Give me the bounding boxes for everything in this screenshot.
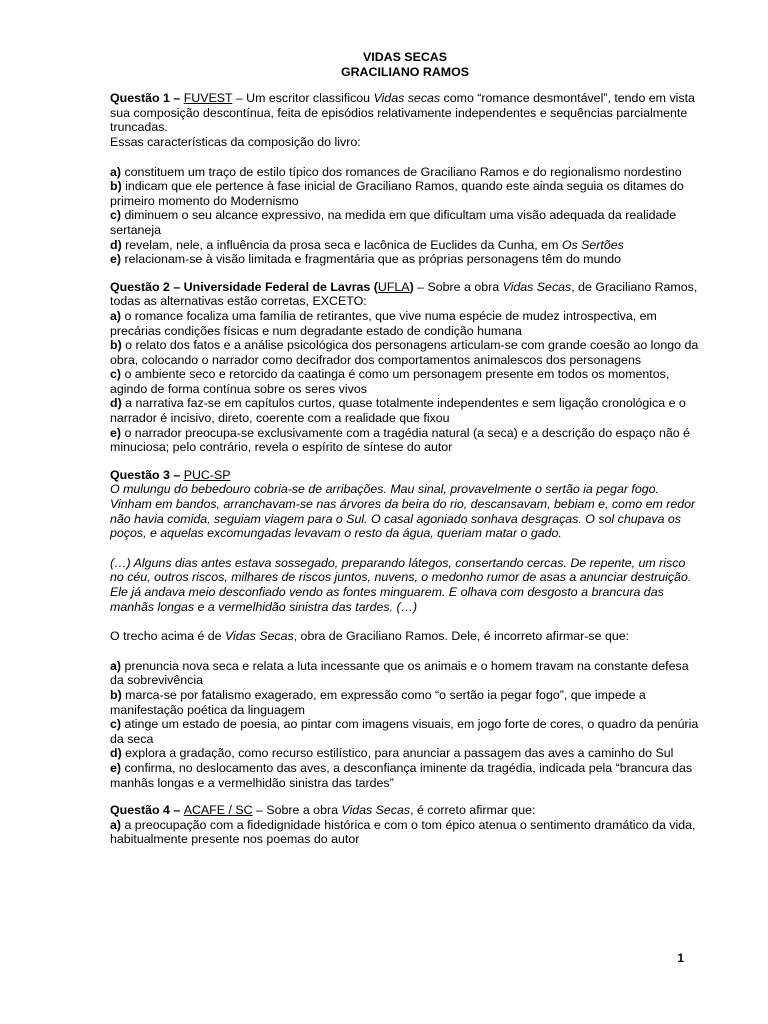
question-1-stem: Questão 1 – FUVEST – Um escritor classificou Vidas secas como “romance desmontável”, tendo em vista sua composição descontínua, feita de episódios relativamente independentes e sequências parcialmente truncadas. (110, 91, 695, 135)
question-3-stem: Questão 3 – PUC-SP (110, 467, 231, 482)
option-a: a) prenuncia nova seca e relata a luta incessante que os animais e o homem travam na constante defesa da sobrevivência (110, 658, 689, 688)
question-source: PUC-SP (183, 467, 231, 482)
question-label: Questão 4 (110, 803, 170, 818)
question-4-stem: Questão 4 – ACAFE / SC – Sobre a obra Vidas Secas, é correto afirmar que: (110, 803, 536, 818)
question-source: ACAFE / SC (183, 803, 253, 818)
document-header (110, 50, 700, 79)
question-source: FUVEST (183, 91, 233, 106)
question-3 (110, 468, 700, 790)
option-c: c) atinge um estado de poesia, ao pintar com imagens visuais, em jogo forte de cores, o quadro da penúria da seca (110, 717, 699, 746)
option-a: a) o romance focaliza uma família de retirantes, que vive numa espécie de mudez introspectiva, em precárias condições físicas e num degradante estado de condição humana (110, 308, 657, 338)
option-c: c) o ambiente seco e retorcido da caatinga é como um personagem presente em todos os momentos, agindo de forma contínua sobre os seres vivos (110, 367, 670, 396)
quote-paragraph-2: (…) Alguns dias antes estava sossegado, preparando látegos, consertando cercas. De repente, um risco no céu, outros riscos, milhares de riscos juntos, nuvens, o medonho rumor de asas a anunciar destruição. Ele já andava meio desconfiado vendo as fontes minguarem. E olhava com desgosto a brancura das manhãs longas e a vermelhidão sinistra das tardes. (…) (110, 555, 692, 614)
question-1 (110, 91, 700, 267)
option-c: c) diminuem o seu alcance expressivo, na medida em que dificultam uma visão adequada da realidade sertaneja (110, 208, 677, 237)
option-e: e) relacionam-se à visão limitada e fragmentária que as próprias personagens têm do mundo (110, 252, 622, 267)
question-label: Questão 1 (110, 91, 170, 106)
option-e: e) confirma, no deslocamento das aves, a desconfiança iminente da tragédia, indicada pela “brancura das manhãs longas e a vermelhidão sinistra das tardes” (110, 760, 693, 790)
question-2 (110, 280, 700, 455)
option-b: b) marca-se por fatalismo exagerado, em expressão como “o sertão ia pegar fogo”, que impede a manifestação poética da linguagem (110, 687, 646, 717)
option-b: b) o relato dos fatos e a análise psicológica dos personagens articulam-se com grande coesão ao longo da obra, colocando o narrador como decifrador dos comportamentos animalescos dos personagens (110, 338, 699, 367)
option-a: a) constituem um traço de estilo típico dos romances de Graciliano Ramos e do regionalismo nordestino (110, 164, 682, 179)
question-label: Questão 3 (110, 467, 170, 482)
question-2-stem: Questão 2 – Universidade Federal de Lavras (UFLA) – Sobre a obra Vidas Secas, de Graciliano Ramos, todas as alternativas estão corretas, EXCETO: (110, 279, 698, 309)
question-4 (110, 803, 700, 847)
document-author: GRACILIANO RAMOS (340, 64, 470, 79)
option-d: d) revelam, nele, a influência da prosa seca e lacônica de Euclides da Cunha, em Os Sertões (110, 237, 624, 252)
option-d: d) explora a gradação, como recurso estilístico, para anunciar a passagem das aves a caminho do Sul (110, 746, 674, 761)
document-title: VIDAS SECAS (363, 50, 447, 64)
quote-paragraph-1: O mulungu do bebedouro cobria-se de arribações. Mau sinal, provavelmente o sertão ia pegar fogo. Vinham em bandos, arranchavam-se nas árvores da beira do rio, descansavam, bebiam e, como em redor não havia comida, seguiam viagem para o Sul. O casal agoniado sonhava desgraças. O sol chupava os poços, e aquelas excomungadas levavam o resto da água, queriam matar o gado. (110, 482, 696, 541)
option-e: e) o narrador preocupa-se exclusivamente com a tragédia natural (a seca) e a descrição do espaço não é minuciosa; pelo contrário, revela o espírito de síntese do autor (110, 425, 690, 455)
option-b: b) indicam que ele pertence à fase inicial de Graciliano Ramos, quando este ainda seguia os ditames do primeiro momento do Modernismo (110, 179, 684, 208)
page-number: 1 (677, 951, 684, 965)
question-source: UFLA (377, 279, 410, 294)
document-page (110, 50, 700, 860)
question-1-stem-2: Essas características da composição do livro: (110, 134, 361, 149)
option-d: d) a narrativa faz-se em capítulos curtos, quase totalmente independentes e sem ligação cronológica e o narrador é incisivo, direto, coerente com a realidade que fixou (110, 396, 686, 426)
option-a: a) a preocupação com a fidedignidade histórica e com o tom épico atenua o sentimento dramático da vida, habitualmente presente nos poemas do autor (110, 817, 696, 847)
question-label: Questão 2 – Universidade Federal de Lavras ( (110, 279, 378, 294)
question-3-prompt: O trecho acima é de Vidas Secas, obra de Graciliano Ramos. Dele, é incorreto afirmar-se que: (110, 629, 630, 644)
